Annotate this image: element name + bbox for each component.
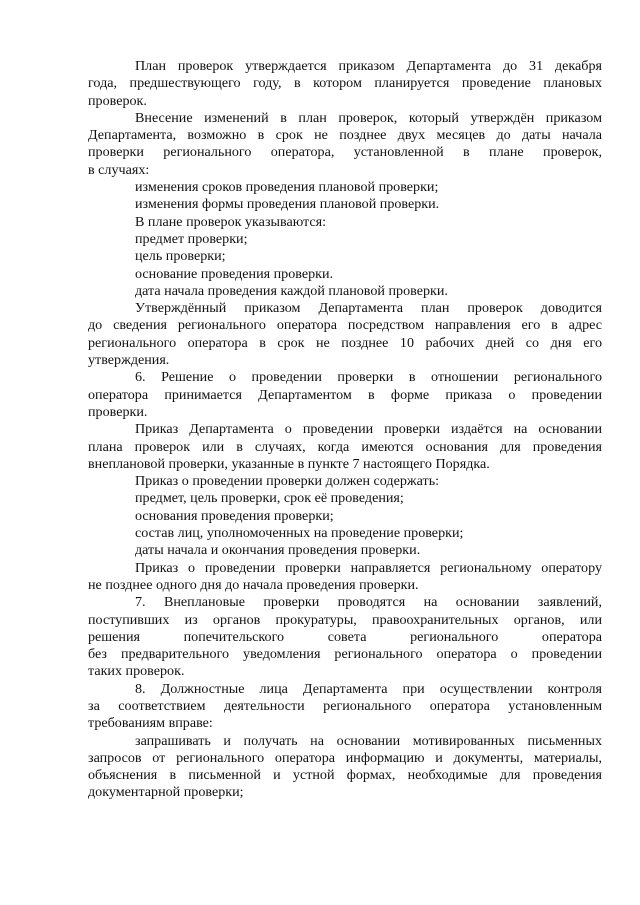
paragraph [88,110,602,179]
text-line: не позднее одного дня до начала проведения проверки. [88,576,419,593]
text-line: в случаях: [88,161,150,178]
list-item: Приказ о проведении проверки должен содержать: [135,473,440,490]
list-item: состав лиц, уполномоченных на проведение проверки; [135,525,464,542]
list-item: дата начала проведения каждой плановой проверки. [135,282,448,299]
text-line: 6. Решение о проведении проверки в отношении регионального [135,369,602,386]
list-item: основание проведения проверки. [135,265,334,282]
text-line: проверок. [88,92,147,109]
text-line: Департамента, возможно в срок не позднее двух месяцев до даты начала [88,127,602,144]
text-line: проверки. [88,403,148,420]
text-line: План проверок утверждается приказом Департамента до 31 декабря [135,58,602,74]
paragraph [88,421,602,473]
text-line: Приказ о проведении проверки направляется региональному оператору [135,559,602,576]
list-item: даты начала и окончания проведения проверки. [135,542,421,559]
text-line: утверждения. [88,352,170,369]
text-line: 8. Должностные лица Департамента при осуществлении контроля [135,680,602,697]
text-line: таких проверок. [88,663,185,680]
text-line: Утверждённый приказом Департамента план проверок доводится [135,300,602,317]
paragraph [88,58,602,110]
document-page [88,58,602,802]
text-line: объяснения в письменной и устной формах, необходимые для проведения [88,767,602,784]
text-line: без предварительного уведомления регионального оператора о проведении [88,646,602,663]
text-line: Приказ Департамента о проведении проверки издаётся на основании [135,421,602,438]
paragraph [88,300,602,369]
paragraph [88,594,602,680]
paragraph [88,681,602,733]
text-line: года, предшествующего году, в котором планируется проведение плановых [88,75,602,92]
text-line: до сведения регионального оператора посредством направления его в адрес [88,317,602,334]
text-line: проверки регионального оператора, установленной в плане проверок, [88,144,602,161]
list-item: основания проведения проверки; [135,507,334,524]
text-line: внеплановой проверки, указанные в пункте 7 настоящего Порядка. [88,455,490,472]
list-item: изменения сроков проведения плановой проверки; [135,179,439,196]
list-item: В плане проверок указываются: [135,213,327,230]
paragraph [88,560,602,595]
text-line: документарной проверки; [88,784,244,801]
text-line: Внесение изменений в план проверок, который утверждён приказом [135,109,602,126]
text-line: решения попечительского совета регионального оператора [88,628,602,645]
text-line: плана проверок или в случаях, когда имеются основания для проведения [88,438,602,455]
text-line: поступивших из органов прокуратуры, правоохранительных органов, или [88,611,602,628]
text-line: 7. Внеплановые проверки проводятся на основании заявлений, [135,594,602,611]
list-item: цель проверки; [135,248,226,265]
list-item: предмет, цель проверки, срок её проведения; [135,490,404,507]
list-item: предмет проверки; [135,230,248,247]
paragraph [88,733,602,802]
list-item: изменения формы проведения плановой проверки. [135,196,440,213]
text-line: за соответствием деятельности регионального оператора установленным [88,697,602,714]
text-line: регионального оператора в срок не позднее 10 рабочих дней со дня его [88,334,602,351]
paragraph [88,369,602,421]
text-line: требованиям вправе: [88,715,213,732]
text-line: запрашивать и получать на основании мотивированных письменных [135,732,602,749]
text-line: запросов от регионального оператора информацию и документы, материалы, [88,749,602,766]
text-line: оператора принимается Департаментом в форме приказа о проведении [88,386,602,403]
